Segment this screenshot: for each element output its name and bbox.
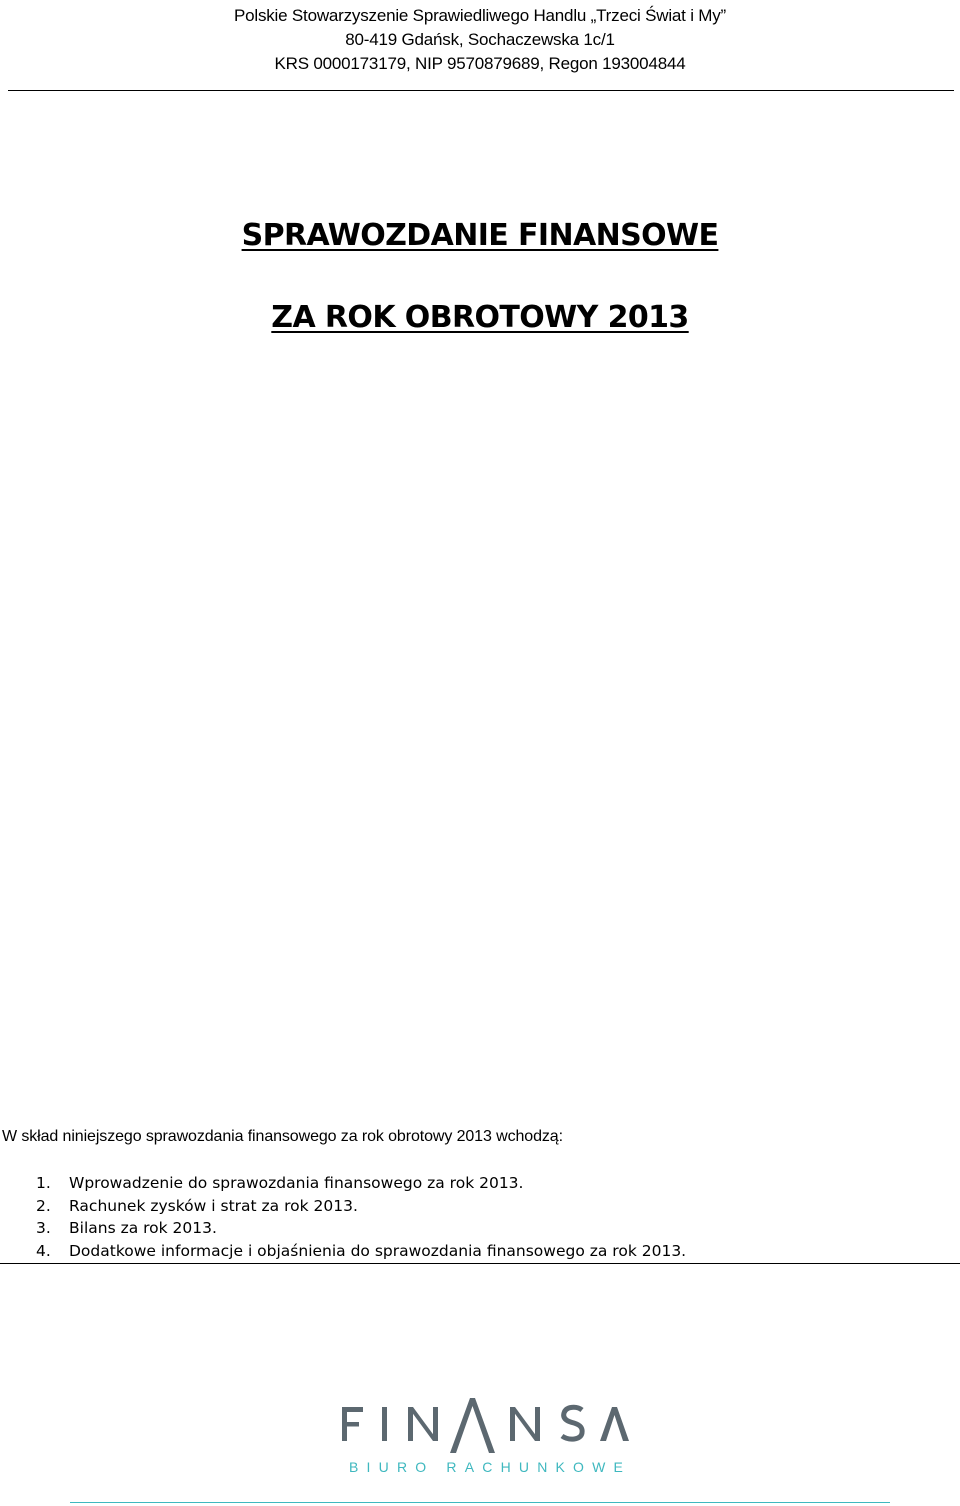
document-title: SPRAWOZDANIE FINANSOWE [241,218,719,253]
organization-name: Polskie Stowarzyszenie Sprawiedliwego Handlu „Trzeci Świat i My” [233,6,727,25]
contents-list [36,1172,686,1262]
list-item-number: 4. [36,1241,51,1260]
list-item-text: Rachunek zysków i strat za rok 2013. [69,1196,358,1215]
organization-address: 80-419 Gdańsk, Sochaczewska 1c/1 [345,30,615,49]
contents-divider [0,1263,960,1264]
list-item-number: 3. [36,1219,51,1237]
list-item-number: 2. [36,1196,51,1215]
list-item-text: Dodatkowe informacje i objaśnienia do sprawozdania finansowego za rok 2013. [69,1241,687,1260]
list-item-text: Bilans za rok 2013. [69,1219,217,1237]
finansa-logo [300,1395,660,1485]
footer-divider [70,1502,890,1503]
list-item [36,1240,686,1263]
composition-intro: W skład niniejszego sprawozdania finansowego za rok obrotowy 2013 wchodzą: [2,1128,563,1145]
list-item [36,1195,686,1218]
document-subtitle: ZA ROK OBROTOWY 2013 [271,300,689,335]
list-item [36,1172,686,1195]
organization-registry: KRS 0000173179, NIP 9570879689, Regon 193004844 [274,54,686,73]
header-divider [8,90,954,91]
list-item-number: 1. [36,1174,51,1192]
finansa-logo-wordmark [320,1395,630,1453]
document-header [0,4,960,76]
list-item [36,1217,686,1240]
finansa-logo-letters [342,1398,629,1453]
finansa-logo-subtitle: BIURO RACHUNKOWE [349,1459,632,1475]
list-item-text: Wprowadzenie do sprawozdania finansowego za rok 2013. [69,1174,524,1192]
